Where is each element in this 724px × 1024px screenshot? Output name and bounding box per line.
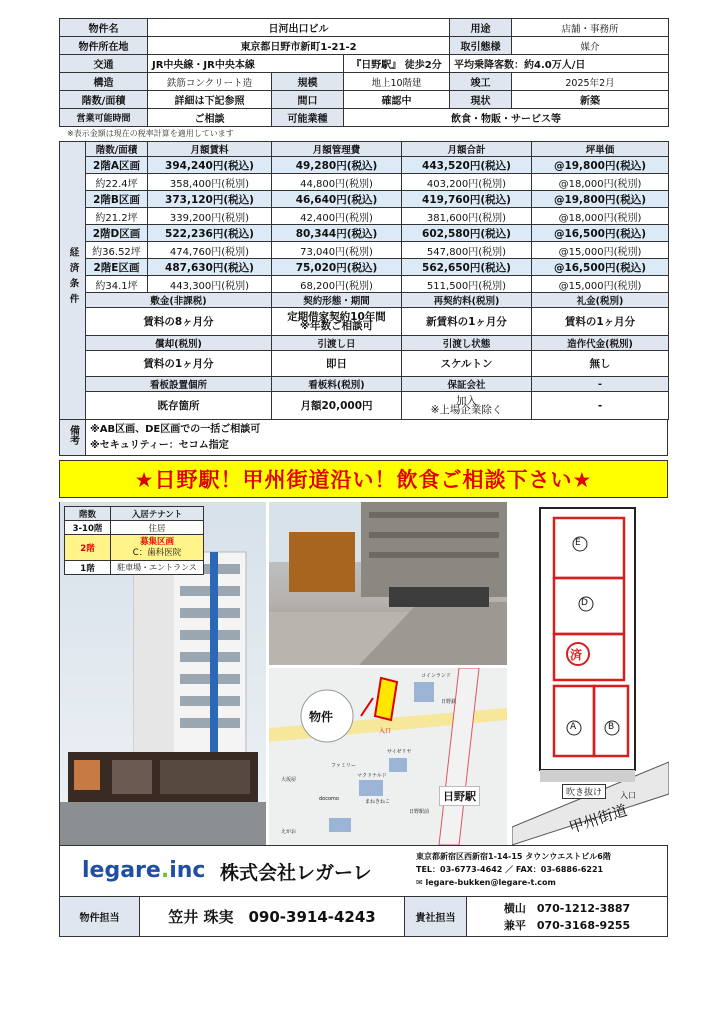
property-name: 日河出口ビル <box>148 19 450 37</box>
deposit-header: 敷金(非課税) <box>86 293 272 308</box>
plan-entrance-label: 入口 <box>620 791 636 800</box>
mail-icon: ✉ <box>416 878 426 887</box>
map-shop: ファミリー <box>331 763 356 769</box>
table-row <box>60 276 669 293</box>
total-cell: 381,600円(税別) <box>402 208 532 225</box>
area-map <box>269 668 507 845</box>
unit-cell: 約36.52坪 <box>86 242 148 259</box>
blank-header: - <box>532 377 669 392</box>
tenant-header: 階数 <box>65 507 111 521</box>
company-name: 株式会社レガーレ <box>220 862 372 884</box>
unit-cell: 2階E区画 <box>86 259 148 276</box>
map-station-label: 日野駅 <box>439 786 480 806</box>
property-frontage: 確認中 <box>344 91 450 109</box>
scale-label: 規模 <box>272 73 344 91</box>
company-email-row <box>416 876 611 889</box>
fixture-value: 無し <box>532 351 669 377</box>
staff-table <box>59 896 668 937</box>
logo-dot: . <box>160 858 170 883</box>
fee-cell: 75,020円(税込) <box>272 259 402 276</box>
tenant-cell <box>111 535 204 561</box>
tsubo-cell: @15,000円(税別) <box>532 242 669 259</box>
tsubo-cell: @19,800円(税込) <box>532 191 669 208</box>
property-info-table <box>59 18 669 127</box>
map-shop: コインランド <box>421 673 451 679</box>
address-label: 物件所在地 <box>60 37 148 55</box>
remark-line: ※セキュリティー：セコム指定 <box>90 439 229 451</box>
staff-contact <box>140 897 405 937</box>
your-staff-list <box>467 897 668 937</box>
tax-note: ※表示金額は現在の税率計算を適用しています <box>67 129 234 138</box>
transport-label: 交通 <box>60 55 148 73</box>
staff-phone: 090-3914-4243 <box>248 908 376 926</box>
table-row <box>60 259 669 276</box>
map-entrance-label: 入口 <box>379 728 392 735</box>
total-cell: 547,800円(税別) <box>402 242 532 259</box>
deal-label: 取引態様 <box>450 37 512 55</box>
contact-name: 兼平 <box>503 918 526 932</box>
map-shop: えがお <box>281 829 297 835</box>
tenant-name: 募集区画 <box>139 536 174 547</box>
business-label: 可能業種 <box>272 109 344 127</box>
property-built: 2025年2月 <box>512 73 669 91</box>
unit-label-d: D <box>581 598 588 608</box>
table-row <box>60 208 669 225</box>
property-sheet <box>59 18 668 937</box>
property-floor: 詳細は下記参照 <box>148 91 272 109</box>
handover-date-value: 即日 <box>272 351 402 377</box>
amortization-header: 償却(税別) <box>86 336 272 351</box>
sign-fee-value: 月額20,000円 <box>272 392 402 420</box>
sign-fee-header: 看板料(税別) <box>272 377 402 392</box>
tenant-name: 駐車場・エントランス <box>111 561 204 575</box>
total-cell: 511,500円(税別) <box>402 276 532 293</box>
map-shop: 日野駅前 <box>409 809 430 815</box>
unit-cell: 2階A区画 <box>86 157 148 174</box>
total-cell: 562,650円(税込) <box>402 259 532 276</box>
unit-label-a: A <box>570 722 577 732</box>
total-cell: 443,520円(税込) <box>402 157 532 174</box>
table-row <box>60 157 669 174</box>
fee-cell: 68,200円(税別) <box>272 276 402 293</box>
fee-cell: 44,800円(税別) <box>272 174 402 191</box>
col-header: 月額管理費 <box>272 142 402 157</box>
handover-state-value: スケルトン <box>402 351 532 377</box>
handover-date-header: 引渡し日 <box>272 336 402 351</box>
col-header: 坪単価 <box>532 142 669 157</box>
table-row <box>60 174 669 191</box>
station-walk: 『日野駅』 徒歩2分 <box>344 55 450 73</box>
keymoney-value: 賃料の1ヶ月分 <box>532 308 669 336</box>
sign-location-value: 既存箇所 <box>86 392 272 420</box>
tenant-name: 住居 <box>111 521 204 535</box>
unit-cell: 2階B区画 <box>86 191 148 208</box>
train-line: JR中央線・JR中央本線 <box>148 55 344 73</box>
tsubo-cell: @16,500円(税込) <box>532 225 669 242</box>
unit-cell: 約21.2坪 <box>86 208 148 225</box>
staff-label: 物件担当 <box>60 897 140 937</box>
tenant-table <box>64 506 204 575</box>
col-header: 階数/面積 <box>86 142 148 157</box>
rent-cell: 443,300円(税別) <box>148 276 272 293</box>
company-logo <box>82 858 205 883</box>
property-scale: 地上10階建 <box>344 73 450 91</box>
company-contact <box>416 850 611 889</box>
total-cell: 419,760円(税込) <box>402 191 532 208</box>
your-staff-label: 貴社担当 <box>405 897 467 937</box>
rent-cell: 373,120円(税込) <box>148 191 272 208</box>
sign-location-header: 看板設置個所 <box>86 377 272 392</box>
use-label: 用途 <box>450 19 512 37</box>
col-header: 月額合計 <box>402 142 532 157</box>
company-email: legare-bukken@legare-t.com <box>425 878 556 887</box>
handover-state-header: 引渡し状態 <box>402 336 532 351</box>
rent-cell: 339,200円(税別) <box>148 208 272 225</box>
logo-tail: inc <box>169 858 206 883</box>
building-photo <box>60 502 266 845</box>
company-footer <box>59 845 668 897</box>
entrance-photo <box>269 502 507 665</box>
tsubo-cell: @18,000円(税別) <box>532 208 669 225</box>
contract-value <box>272 308 402 336</box>
property-hours: ご相談 <box>148 109 272 127</box>
map-illustration <box>269 668 507 845</box>
contact-name: 横山 <box>503 901 526 915</box>
contact-row <box>467 917 667 934</box>
remark-line: ※AB区画、DE区画での一括ご相談可 <box>90 423 261 435</box>
table-row <box>60 242 669 259</box>
tenant-floor: 1階 <box>65 561 111 575</box>
property-status: 新築 <box>512 91 669 109</box>
conditions-table <box>59 141 669 420</box>
fee-cell: 42,400円(税別) <box>272 208 402 225</box>
map-shop: 大坂屋 <box>281 777 297 783</box>
floor-plan <box>512 502 669 845</box>
floor-label: 階数/面積 <box>60 91 148 109</box>
contact-phone: 070-1212-3887 <box>536 901 631 915</box>
conditions-side-label <box>60 142 86 420</box>
name-label: 物件名 <box>60 19 148 37</box>
fee-cell: 46,640円(税込) <box>272 191 402 208</box>
tsubo-cell: @16,500円(税込) <box>532 259 669 276</box>
structure-label: 構造 <box>60 73 148 91</box>
recontract-header: 再契約料(税別) <box>402 293 532 308</box>
col-header: 月額賃料 <box>148 142 272 157</box>
tenant-floor: 2階 <box>65 535 111 561</box>
street-label: 甲州街道 <box>566 801 630 837</box>
map-shop: まねきねこ <box>365 799 391 805</box>
tenant-header: 入居テナント <box>111 507 204 521</box>
tenant-sub: C：歯科医院 <box>132 547 182 558</box>
table-row <box>60 225 669 242</box>
contact-row <box>467 900 667 917</box>
media-section <box>59 502 668 845</box>
unit-cell: 約34.1坪 <box>86 276 148 293</box>
company-tel: TEL：03-6773-4642 ／ FAX：03-6886-6221 <box>416 865 604 874</box>
remarks-body <box>86 420 668 456</box>
tsubo-cell: @15,000円(税別) <box>532 276 669 293</box>
rent-cell: 522,236円(税込) <box>148 225 272 242</box>
entrance-illustration <box>269 502 507 665</box>
guarantor-note: ※上場企業除く <box>430 403 503 416</box>
fee-cell: 49,280円(税込) <box>272 157 402 174</box>
rent-cell: 474,760円(税別) <box>148 242 272 259</box>
tsubo-cell: @18,000円(税別) <box>532 174 669 191</box>
property-deal: 媒介 <box>512 37 669 55</box>
contact-phone: 070-3168-9255 <box>536 918 631 932</box>
fixture-header: 造作代金(税別) <box>532 336 669 351</box>
company-address: 東京都新宿区西新宿1-14-15 タウンウエストビル6階 <box>416 852 611 861</box>
passenger-count: 平均乗降客数：約4.0万人/日 <box>450 55 669 73</box>
status-label: 現状 <box>450 91 512 109</box>
property-use: 店舗・事務所 <box>512 19 669 37</box>
fee-cell: 80,344円(税込) <box>272 225 402 242</box>
atrium-label: 吹き抜け <box>562 784 606 799</box>
map-target-label: 物件 <box>309 710 334 724</box>
total-cell: 403,200円(税別) <box>402 174 532 191</box>
property-business: 飲食・物販・サービス等 <box>344 109 669 127</box>
guarantor-header: 保証会社 <box>402 377 532 392</box>
rent-cell: 487,630円(税込) <box>148 259 272 276</box>
tsubo-cell: @19,800円(税込) <box>532 157 669 174</box>
map-shop: サイゼリヤ <box>387 749 412 755</box>
built-label: 竣工 <box>450 73 512 91</box>
tenant-floor: 3-10階 <box>65 521 111 535</box>
unit-label-e: E <box>575 538 581 548</box>
staff-person: 笠井 珠実 <box>168 908 234 926</box>
contract-header: 契約形態・期間 <box>272 293 402 308</box>
unit-label-sumi: 済 <box>570 648 583 662</box>
remarks-table <box>59 419 668 456</box>
remarks-label <box>60 420 86 456</box>
amortization-value: 賃料の1ヶ月分 <box>86 351 272 377</box>
contract-note: ※年数ご相談可 <box>299 319 374 332</box>
total-cell: 602,580円(税込) <box>402 225 532 242</box>
map-shop: 日野鉄 <box>441 699 457 705</box>
remarks-label-text: 備考 <box>67 424 79 445</box>
map-shop: マクドナルド <box>357 773 387 779</box>
recontract-value: 新賃料の1ヶ月分 <box>402 308 532 336</box>
fee-cell: 73,040円(税別) <box>272 242 402 259</box>
property-address: 東京都日野市新町1-21-2 <box>148 37 450 55</box>
map-shop: docomo <box>319 796 339 802</box>
table-row <box>60 191 669 208</box>
rent-cell: 394,240円(税込) <box>148 157 272 174</box>
side-label-text: 経済条件 <box>67 246 79 309</box>
frontage-label: 間口 <box>272 91 344 109</box>
logo-main: legare <box>82 858 161 883</box>
unit-cell: 約22.4坪 <box>86 174 148 191</box>
promo-banner: ★日野駅！甲州街道沿い！飲食ご相談下さい★ <box>59 460 668 498</box>
deposit-value: 賃料の8ヶ月分 <box>86 308 272 336</box>
keymoney-header: 礼金(税別) <box>532 293 669 308</box>
blank-value: - <box>532 392 669 420</box>
contract-type: 定期借家契約10年間 <box>287 310 386 323</box>
guarantor-value <box>402 392 532 420</box>
unit-cell: 2階D区画 <box>86 225 148 242</box>
hours-label: 営業可能時間 <box>60 109 148 127</box>
property-structure: 鉄筋コンクリート造 <box>148 73 272 91</box>
unit-label-b: B <box>608 722 615 732</box>
rent-cell: 358,400円(税別) <box>148 174 272 191</box>
guarantor-join: 加入 <box>456 394 477 407</box>
